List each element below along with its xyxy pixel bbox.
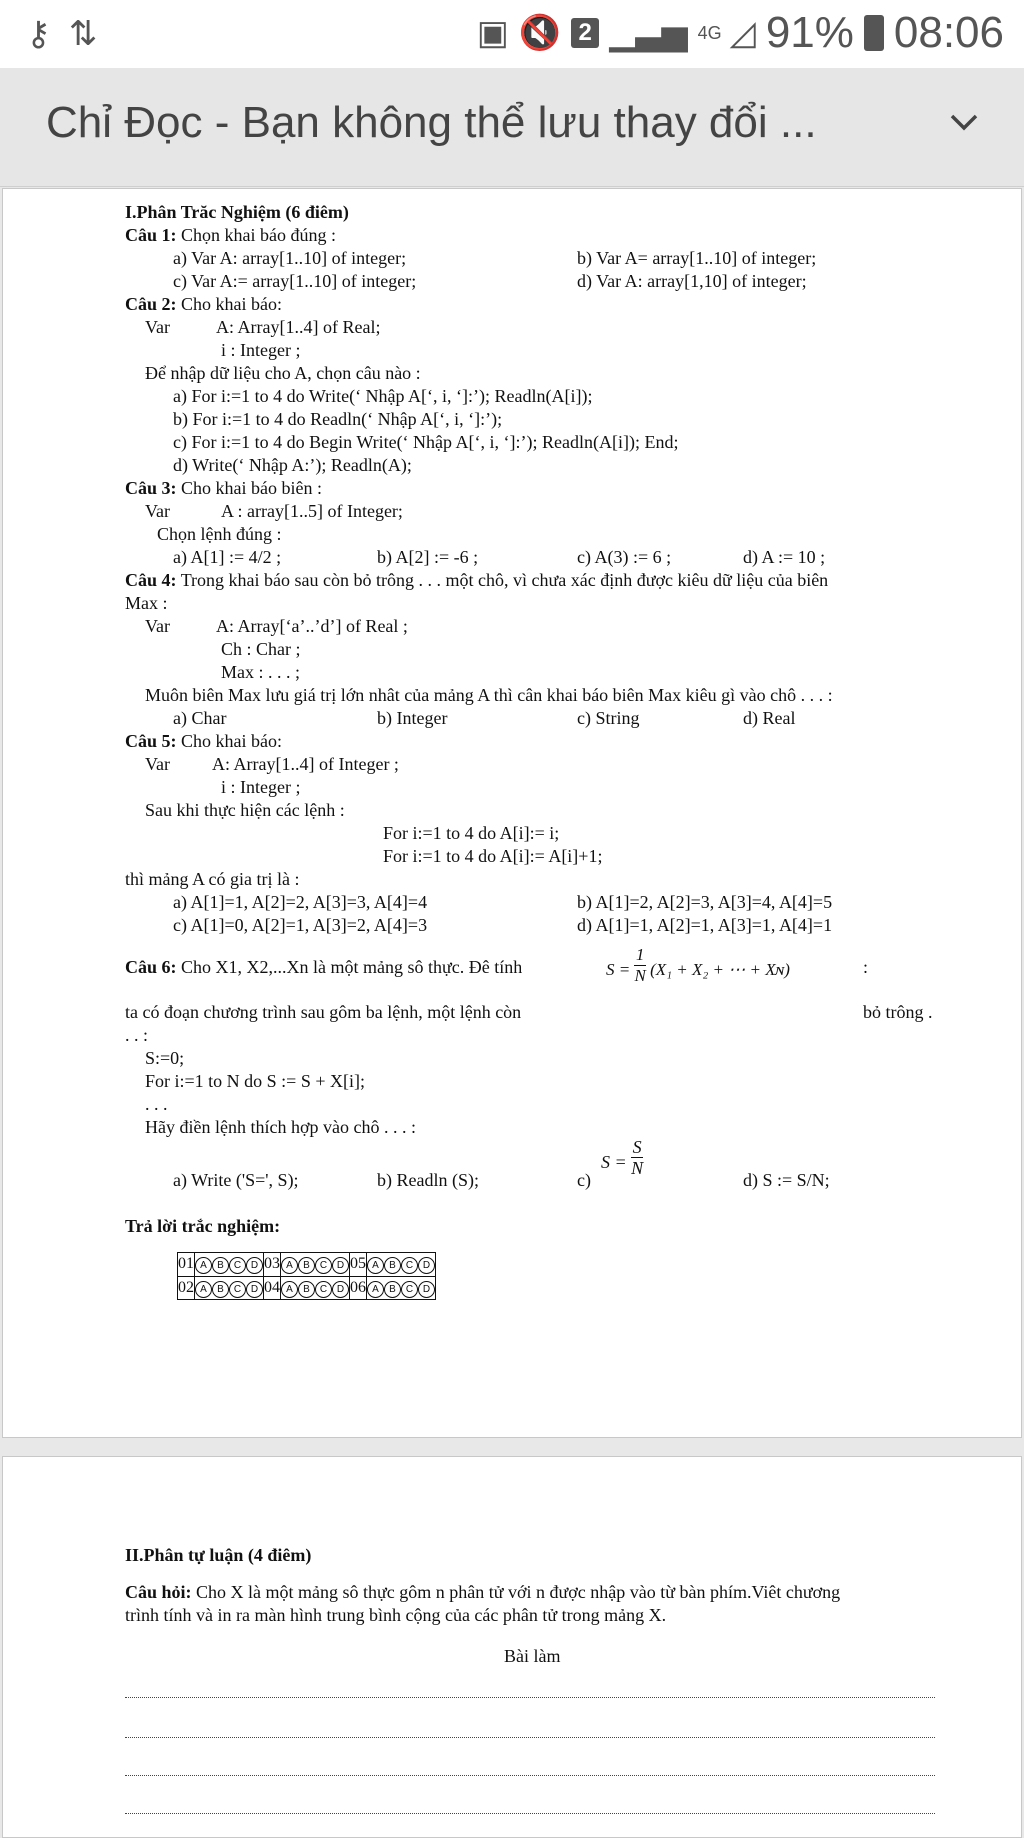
q2-var: Var [145,317,170,337]
q3-prompt: Chọn lệnh đúng : [157,524,282,544]
choice-d[interactable] [418,1276,436,1300]
signal-icon: ▁▃▅ [609,14,688,52]
key-icon: ⚷ [26,15,51,53]
choice-d-circle: D [332,1257,349,1274]
mute-icon: 🔇 [518,14,562,52]
c-formula-fraction [631,1137,643,1178]
document-page-2[interactable] [2,1456,1022,1838]
q-number: 01 [178,1253,195,1277]
q2-option-b: b) For i:=1 to 4 do Readln(‘ Nhập A[‘, i, ‘]:’); [173,409,503,429]
choice-a-circle: A [195,1257,212,1274]
choice-a[interactable] [281,1253,299,1277]
q-number: 02 [178,1276,195,1300]
status-bar [0,0,1024,68]
network-type: 4G [697,23,722,43]
formula-s: S [606,960,615,979]
battery-icon [864,15,884,51]
q6-formula [606,945,790,986]
c-formula-num: S [632,1137,642,1157]
q2-option-d: d) Write(‘ Nhập A:’); Readln(A); [173,455,412,475]
part2-q-label: Câu hỏi: [125,1582,192,1602]
q2-option-a: a) For i:=1 to 4 do Write(‘ Nhập A[‘, i, ‘]:’); Readln(A[i]); [173,386,593,406]
q6-option-b: b) Readln (S); [377,1170,479,1190]
sim-badge: 2 [571,18,599,48]
answer-row-2 [178,1276,436,1300]
q5-option-b: b) A[1]=2, A[2]=3, A[3]=4, A[4]=5 [577,892,833,912]
choice-a-circle: A [281,1257,298,1274]
q2-prompt: Để nhập dữ liệu cho A, chọn câu nào : [145,363,421,383]
q3-option-a: a) A[1] := 4/2 ; [173,547,282,567]
q4-option-a: a) Char [173,708,227,728]
choice-b[interactable] [212,1253,229,1277]
q5-stem [125,730,282,753]
q3-option-d: d) A := 10 ; [743,547,826,567]
answer-line[interactable] [125,1697,935,1698]
choice-d-circle: D [418,1257,435,1274]
app-bar [0,68,1024,187]
q5-cmd-2: For i:=1 to 4 do A[i]:= A[i]+1; [383,846,603,866]
q1-option-a: a) Var A: array[1..10] of integer; [173,248,407,268]
choice-d[interactable] [332,1253,350,1277]
q5-var: Var [145,754,170,774]
choice-b-circle: B [212,1257,229,1274]
q2-text: Cho khai báo: [176,294,283,314]
q1-option-b: b) Var A= array[1..10] of integer; [577,248,817,268]
q5-decl-1: A: Array[1..4] of Integer ; [212,754,399,774]
choice-d[interactable] [246,1253,264,1277]
c-formula-den: N [631,1158,644,1178]
choice-d[interactable] [332,1276,350,1300]
choice-b[interactable] [298,1276,315,1300]
choice-d[interactable] [418,1253,436,1277]
q6-text: Cho X1, X2,...Xn là một mảng sô thực. Đê tính [176,957,523,977]
q1-stem [125,224,336,247]
q4-option-c: c) String [577,708,640,728]
read-only-title: Chỉ Đọc - Bạn không thể lưu thay đổi ... [46,98,817,147]
q6-code-3: . . . [145,1094,168,1114]
choice-c-circle: C [229,1281,246,1298]
q4-var: Var [145,616,170,636]
formula-eq: = [618,960,631,979]
q4-prompt: Muôn biên Max lưu giá trị lớn nhât của mảng A thì cân khai báo biên Max kiêu gì vào chô . . . : [145,685,833,705]
choice-b[interactable] [212,1276,229,1300]
formula-denominator: N [634,966,646,985]
part2-heading: II.Phân tự luận (4 điêm) [125,1545,312,1565]
q2-decl-2: i : Integer ; [221,340,301,360]
q6-option-d: d) S := S/N; [743,1170,830,1190]
answer-grid [177,1252,436,1300]
choice-a-circle: A [367,1281,384,1298]
q4-decl-1: A: Array[‘a’..’d’] of Real ; [216,616,408,636]
q-number: 04 [264,1276,281,1300]
data-transfer-icon: ⇅ [68,15,98,53]
formula-body: (X₁ + X₂ + ⋯ + Xɴ) [650,960,790,979]
choice-d-circle: D [418,1281,435,1298]
choice-c-circle: C [401,1281,418,1298]
choice-c[interactable] [401,1253,418,1277]
q-number: 06 [350,1276,367,1300]
choice-c-circle: C [315,1257,332,1274]
q6-line-2-end: bỏ trông . [863,1002,933,1022]
choice-c[interactable] [229,1276,246,1300]
q3-stem [125,477,322,500]
q6-line-3: . . : [125,1025,149,1045]
q6-code-1: S:=0; [145,1048,185,1068]
q1-option-d: d) Var A: array[1,10] of integer; [577,271,807,291]
choice-c-circle: C [401,1257,418,1274]
choice-a[interactable] [367,1253,385,1277]
q6-option-a: a) Write ('S=', S); [173,1170,299,1190]
q2-option-c: c) For i:=1 to 4 do Begin Write(‘ Nhập A[‘, i, ‘]:’); Readln(A[i]); End; [173,432,679,452]
formula-fraction [634,945,645,986]
choice-a[interactable] [367,1276,385,1300]
q3-decl: A : array[1..5] of Integer; [221,501,403,521]
choice-c[interactable] [401,1276,418,1300]
answer-line[interactable] [125,1813,935,1814]
answer-row-1 [178,1253,436,1277]
q6-stem [125,956,522,979]
c-formula-eq: = [614,1152,627,1172]
answer-label: Bài làm [504,1646,561,1666]
choice-b-circle: B [384,1281,401,1298]
choice-b[interactable] [384,1253,401,1277]
q5-option-d: d) A[1]=1, A[2]=1, A[3]=1, A[4]=1 [577,915,833,935]
q6-option-c: c) [577,1170,591,1190]
q4-decl-3: Max : . . . ; [221,662,300,682]
answer-heading: Trả lời trắc nghiệm: [125,1216,281,1236]
chevron-down-icon[interactable] [944,102,984,152]
q5-result: thì mảng A có gia trị là : [125,869,300,889]
q4-option-d: d) Real [743,708,796,728]
q2-label: Câu 2: [125,294,177,314]
choice-a-circle: A [195,1281,212,1298]
choice-c[interactable] [229,1253,246,1277]
q4-decl-2: Ch : Char ; [221,639,301,659]
choice-a-circle: A [367,1257,384,1274]
q3-var: Var [145,501,170,521]
q6-line-2: ta có đoạn chương trình sau gôm ba lệnh, một lệnh còn [125,1002,522,1022]
q1-label: Câu 1: [125,225,177,245]
answer-line[interactable] [125,1737,935,1738]
q1-option-c: c) Var A:= array[1..10] of integer; [173,271,417,291]
q1-text: Chọn khai báo đúng : [176,225,337,245]
q6-label: Câu 6: [125,957,177,977]
choice-b-circle: B [298,1257,315,1274]
q6-option-c-formula [601,1137,643,1178]
q4-option-b: b) Integer [377,708,448,728]
battery-percent: 91% [765,8,854,57]
q2-stem [125,293,282,316]
formula-numerator: 1 [635,945,645,964]
q6-colon: : [863,957,869,977]
q4-stem-2: Max : [125,593,168,613]
q4-text: Trong khai báo sau còn bỏ trông . . . một chô, vì chưa xác định được kiêu dữ liệu của biên [176,570,829,590]
document-page-1[interactable] [2,188,1022,1438]
choice-b[interactable] [384,1276,401,1300]
signal-2-icon: ◿ [729,14,756,52]
part1-heading: I.Phân Trăc Nghiệm (6 điêm) [125,202,349,222]
choice-a-circle: A [281,1281,298,1298]
clock: 08:06 [893,8,1004,57]
q3-option-c: c) A(3) := 6 ; [577,547,672,567]
q5-cmd-1: For i:=1 to 4 do A[i]:= i; [383,823,560,843]
q6-prompt: Hãy điền lệnh thích hợp vào chô . . . : [145,1117,416,1137]
q5-option-a: a) A[1]=1, A[2]=2, A[3]=3, A[4]=4 [173,892,428,912]
answer-line[interactable] [125,1775,935,1776]
q3-label: Câu 3: [125,478,177,498]
choice-d-circle: D [246,1281,263,1298]
choice-b[interactable] [298,1253,315,1277]
battery-saver-icon: ▣ [476,14,509,52]
choice-d-circle: D [246,1257,263,1274]
choice-a[interactable] [195,1276,213,1300]
q2-decl-1: A: Array[1..4] of Real; [216,317,381,337]
choice-d[interactable] [246,1276,264,1300]
part2-question [125,1581,840,1604]
q-number: 03 [264,1253,281,1277]
q5-decl-2: i : Integer ; [221,777,301,797]
q3-text: Cho khai báo biên : [176,478,322,498]
part2-q-text: Cho X là một mảng sô thực gôm n phân tử với n được nhập vào từ bàn phím.Viêt chương [191,1582,841,1602]
choice-c[interactable] [315,1253,332,1277]
choice-c[interactable] [315,1276,332,1300]
q5-prompt: Sau khi thực hiện các lệnh : [145,800,345,820]
c-formula-s: S [601,1152,610,1172]
q3-option-b: b) A[2] := -6 ; [377,547,479,567]
q6-code-2: For i:=1 to N do S := S + X[i]; [145,1071,365,1091]
part2-question-2: trình tính và in ra màn hình trung bình cộng của các phân tử trong mảng X. [125,1605,667,1625]
choice-b-circle: B [298,1281,315,1298]
choice-a[interactable] [281,1276,299,1300]
q5-label: Câu 5: [125,731,177,751]
q4-stem [125,569,828,592]
q4-label: Câu 4: [125,570,177,590]
choice-d-circle: D [332,1281,349,1298]
q5-option-c: c) A[1]=0, A[2]=1, A[3]=2, A[4]=3 [173,915,428,935]
q5-text: Cho khai báo: [176,731,283,751]
choice-b-circle: B [384,1257,401,1274]
choice-c-circle: C [315,1281,332,1298]
choice-a[interactable] [195,1253,213,1277]
q-number: 05 [350,1253,367,1277]
choice-c-circle: C [229,1257,246,1274]
choice-b-circle: B [212,1281,229,1298]
